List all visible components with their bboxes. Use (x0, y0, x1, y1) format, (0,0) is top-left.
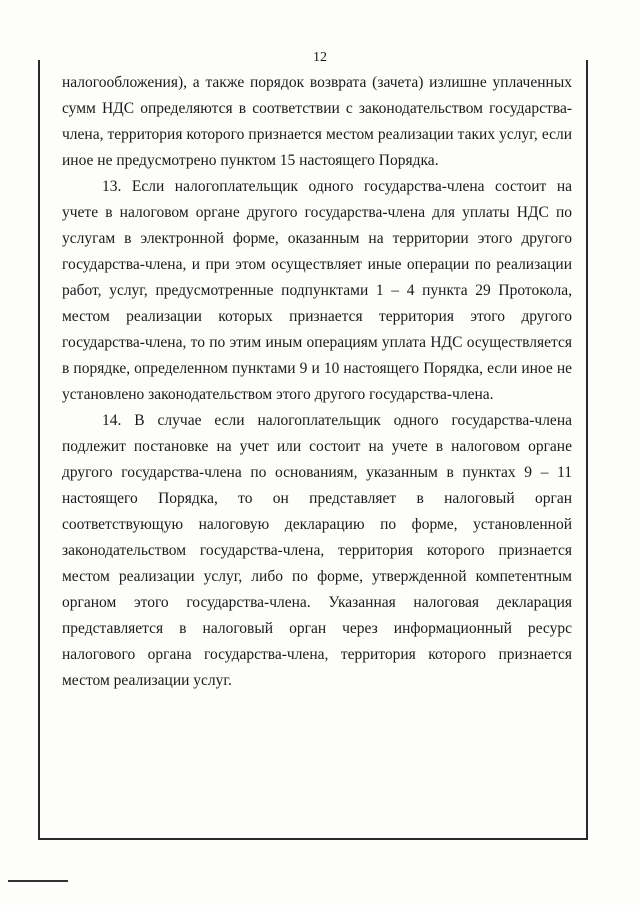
paragraph-14: 14. В случае если налогоплательщик одного государства-члена подлежит постановке на учет или состоит на учете в налоговом органе другого государства-члена по основаниям, указанным в пунктах 9 – 11 настоящего Порядка, то он представляет в налоговый орган соответствующую налоговую декларацию по форме, установленной законодательством государства-члена, территория которого признается местом реализации услуг, либо по форме, утвержденной компетентным органом этого государства-члена. Указанная налоговая декларация представляется в налоговый орган через информационный ресурс налогового органа государства-члена, территория которого признается местом реализации услуг. (62, 412, 572, 689)
paragraph-13: 13. Если налогоплательщик одного государства-члена состоит на учете в налоговом органе другого государства-члена для уплаты НДС по услугам в электронной форме, оказанным на территории этого другого государства-члена, и при этом осуществляет иные операции по реализации работ, услуг, предусмотренные подпунктами 1 – 4 пункта 29 Протокола, местом реализации которых признается территория этого другого государства-члена, то по этим иным операциям уплата НДС осуществляется в порядке, определенном пунктами 9 и 10 настоящего Порядка, если иное не установлено законодательством этого другого государства-члена. (62, 178, 572, 403)
page-frame-left-border (38, 60, 40, 840)
page-number: 12 (313, 50, 327, 65)
paragraph-continuation: налогообложения), а также порядок возврата (зачета) излишне уплаченных сумм НДС определяются в соответствии с законодательством государства-члена, территория которого признается местом реализации таких услуг, если иное не предусмотрено пунктом 15 настоящего Порядка. (62, 74, 572, 169)
page-frame-right-border (586, 60, 588, 840)
scan-edge-mark (8, 880, 68, 882)
page-frame-bottom-border (38, 838, 588, 840)
document-body (62, 70, 572, 694)
